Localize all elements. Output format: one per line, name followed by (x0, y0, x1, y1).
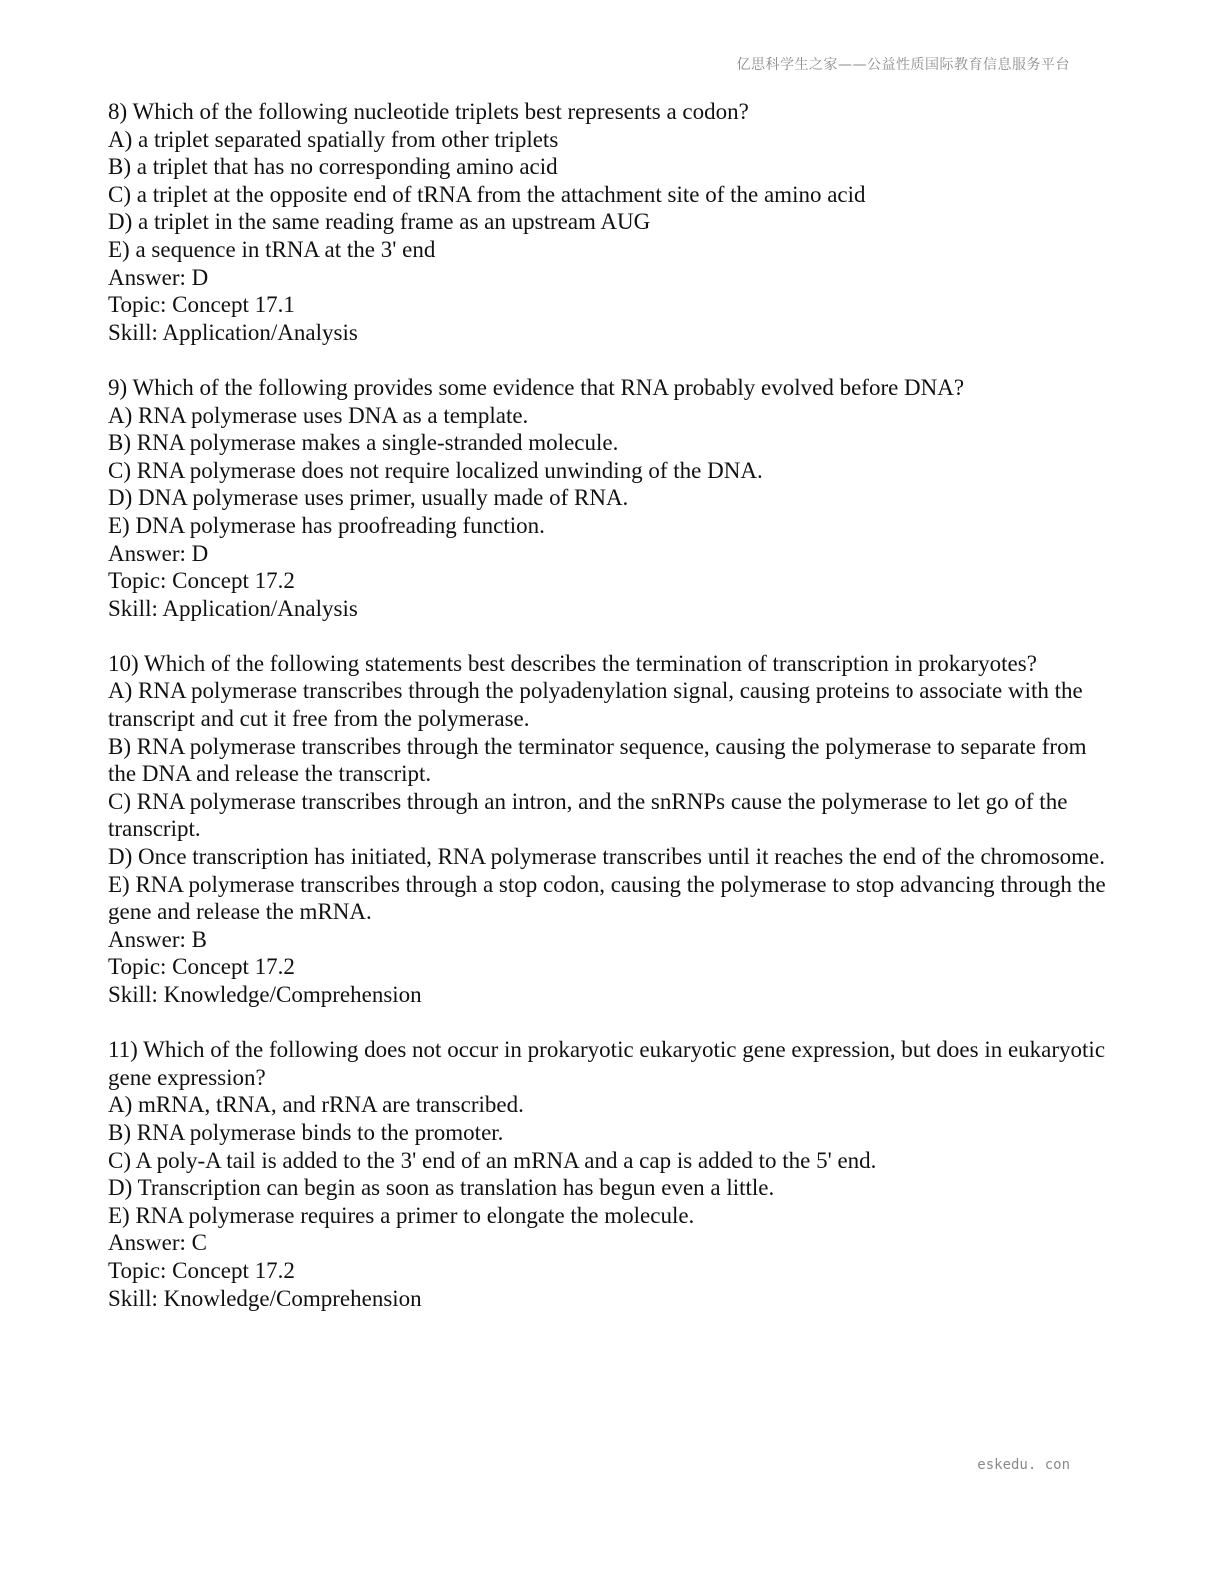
option-c: C) RNA polymerase does not require localized unwinding of the DNA. (108, 457, 763, 483)
option-a: A) RNA polymerase transcribes through the polyadenylation signal, causing proteins to associate with the transcript and cut it free from the polymerase. (108, 678, 1083, 732)
question-block-9 (108, 374, 1118, 622)
option-e: E) a sequence in tRNA at the 3' end (108, 236, 436, 262)
page-footer-url: eskedu. con (977, 1457, 1070, 1473)
option-d: D) Transcription can begin as soon as translation has begun even a little. (108, 1175, 775, 1201)
question-block-8 (108, 98, 1118, 346)
skill-line: Skill: Application/Analysis (108, 595, 358, 621)
topic-line: Topic: Concept 17.2 (108, 1257, 295, 1283)
question-text: 8) Which of the following nucleotide triplets best represents a codon? (108, 99, 749, 124)
option-b: B) RNA polymerase makes a single-stranded molecule. (108, 430, 619, 456)
option-c: C) A poly-A tail is added to the 3' end of an mRNA and a cap is added to the 5' end. (108, 1147, 877, 1173)
question-text: 10) Which of the following statements best describes the termination of transcription in prokaryotes? (108, 650, 1037, 676)
option-a: A) a triplet separated spatially from other triplets (108, 126, 559, 152)
option-c: C) a triplet at the opposite end of tRNA from the attachment site of the amino acid (108, 181, 866, 207)
answer-line: Answer: B (108, 926, 208, 952)
option-b: B) RNA polymerase transcribes through the terminator sequence, causing the polymerase to separate from the DNA and release the transcript. (108, 733, 1087, 787)
option-b: B) RNA polymerase binds to the promoter. (108, 1119, 504, 1145)
skill-line: Skill: Knowledge/Comprehension (108, 982, 422, 1007)
page-header-site-name: 亿思科学生之家——公益性质国际教育信息服务平台 (736, 57, 1070, 73)
skill-line: Skill: Knowledge/Comprehension (108, 1285, 422, 1311)
option-a: A) RNA polymerase uses DNA as a template. (108, 402, 529, 428)
question-text: 11) Which of the following does not occur in prokaryotic eukaryotic gene expression, but does in eukaryotic gene expression? (108, 1037, 1106, 1090)
option-e: E) DNA polymerase has proofreading function. (108, 512, 545, 538)
topic-line: Topic: Concept 17.2 (108, 568, 295, 594)
option-e: E) RNA polymerase transcribes through a stop codon, causing the polymerase to stop advancing through the gene and release the mRNA. (108, 871, 1106, 925)
answer-line: Answer: D (108, 540, 209, 566)
question-list (108, 98, 1118, 1340)
option-e: E) RNA polymerase requires a primer to elongate the molecule. (108, 1202, 695, 1228)
answer-line: Answer: C (108, 1230, 208, 1256)
option-d: D) DNA polymerase uses primer, usually made of RNA. (108, 485, 629, 511)
answer-line: Answer: D (108, 264, 209, 290)
topic-line: Topic: Concept 17.1 (108, 292, 295, 318)
option-c: C) RNA polymerase transcribes through an intron, and the snRNPs cause the polymerase to let go of the transcript. (108, 788, 1068, 842)
question-block-10 (108, 650, 1118, 1009)
option-a: A) mRNA, tRNA, and rRNA are transcribed. (108, 1092, 524, 1118)
option-d: D) Once transcription has initiated, RNA polymerase transcribes until it reaches the end of the chromosome. (108, 844, 1106, 870)
question-block-11 (108, 1036, 1118, 1312)
skill-line: Skill: Application/Analysis (108, 319, 358, 345)
question-text: 9) Which of the following provides some evidence that RNA probably evolved before DNA? (108, 374, 965, 400)
option-d: D) a triplet in the same reading frame as an upstream AUG (108, 209, 651, 235)
topic-line: Topic: Concept 17.2 (108, 954, 295, 980)
option-b: B) a triplet that has no corresponding amino acid (108, 154, 558, 180)
